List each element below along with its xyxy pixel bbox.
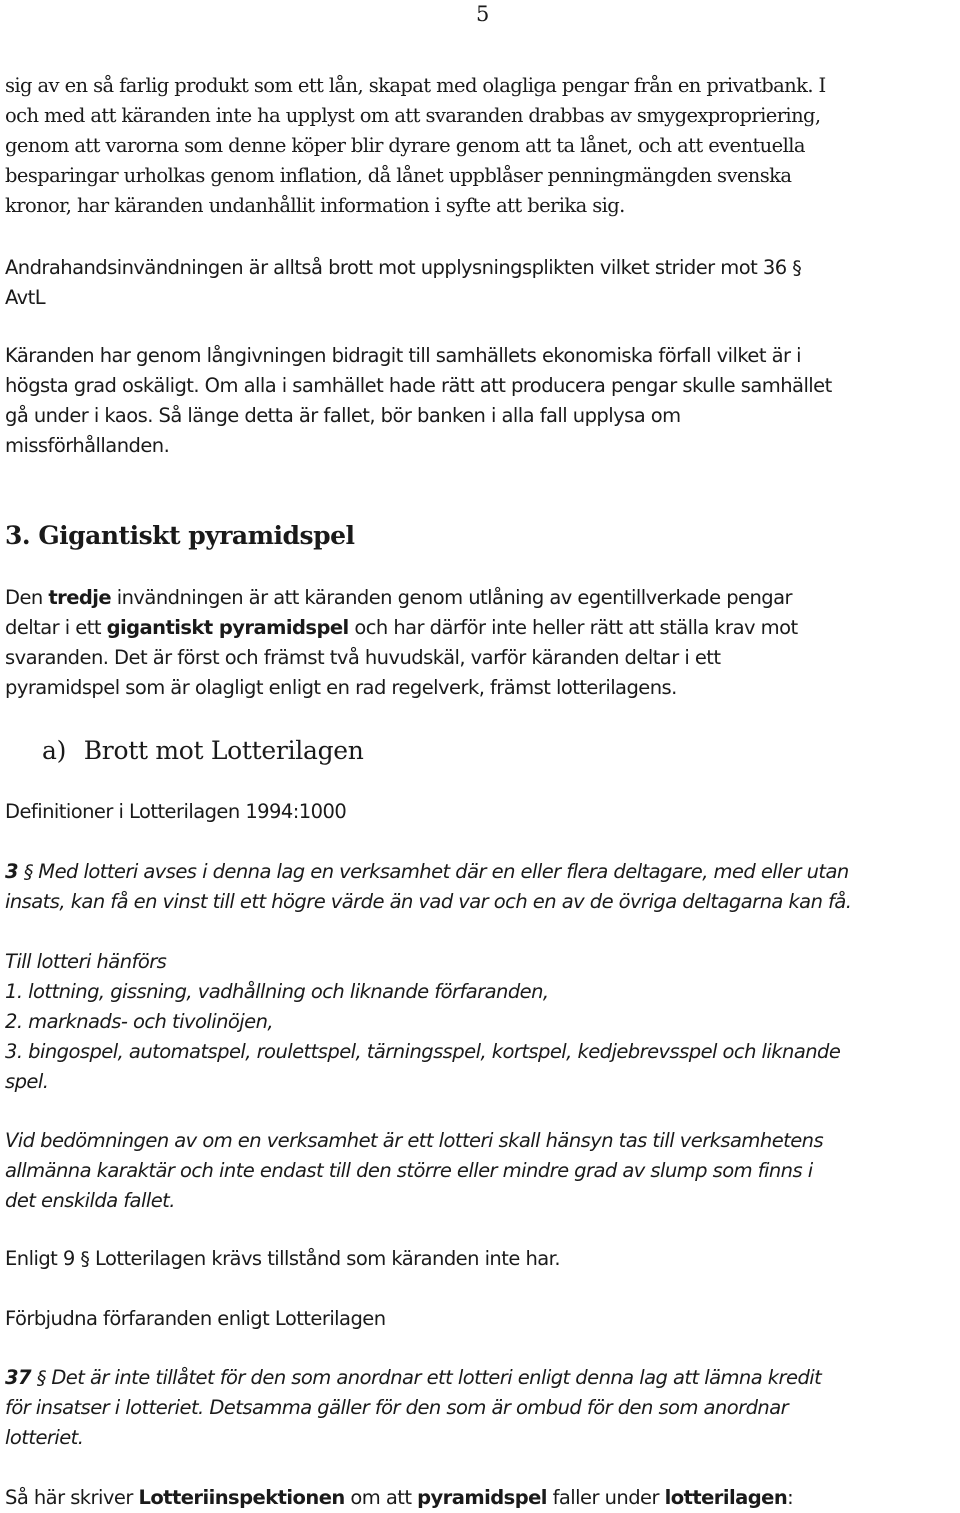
text-span: Med lotteri avses i denna lag en verksamhet där en eller flera deltagare, med eller utan <box>38 860 849 883</box>
forfall-line-2: högsta grad oskäligt. Om alla i samhället hade rätt att producera pengar skulle samhället <box>5 374 832 397</box>
assessment-line-2: allmänna karaktär och inte endast till den större eller mindre grad av slump som finns i <box>5 1159 813 1182</box>
lottery-list-item-1: 1. lottning, gissning, vadhållning och liknande förfaranden, <box>5 980 549 1003</box>
text-span: Lotterilagen krävs tillstånd som käranden inte har. <box>89 1247 560 1270</box>
andrahand-line-1 <box>5 256 801 279</box>
forbidden-heading: Förbjudna förfaranden enligt Lotterilagen <box>5 1307 386 1330</box>
text-span: deltar i ett <box>5 616 107 639</box>
intro-line-3: genom att varorna som denne köper blir dyrare genom att ta lånet, och att eventuella <box>5 134 805 157</box>
para-3-line-2: insats, kan få en vinst till ett högre värde än vad var och en av de övriga deltagarna kan få. <box>5 890 852 913</box>
para-37-line-1 <box>5 1366 821 1389</box>
para-37-line-3: lotteriet. <box>5 1426 84 1449</box>
bold-span: tredje <box>48 586 112 609</box>
section-sign: § <box>792 257 802 279</box>
bold-span: lotterilagen <box>664 1486 788 1509</box>
section-3-line-3: svaranden. Det är först och främst två huvudskäl, varför käranden deltar i ett <box>5 646 721 669</box>
paragraph-number: 37 <box>5 1366 32 1389</box>
text-span: : <box>787 1486 794 1509</box>
lottery-list-heading: Till lotteri hänförs <box>5 950 167 973</box>
section-sign: § <box>23 861 33 883</box>
definitions-heading: Definitioner i Lotterilagen 1994:1000 <box>5 800 347 823</box>
lottery-list-item-3-cont: spel. <box>5 1070 49 1093</box>
text-span: om att <box>344 1486 418 1509</box>
paragraph-number: 3 <box>5 860 19 883</box>
text-span: Det är inte tillåtet för den som anordnar ett lotteri enligt denna lag att lämna kredit <box>51 1366 822 1389</box>
lottery-list-item-2: 2. marknads- och tivolinöjen, <box>5 1010 274 1033</box>
text-span: invändningen är att käranden genom utlåning av egentillverkade pengar <box>111 586 793 609</box>
forfall-line-3: gå under i kaos. Så länge detta är fallet, bör banken i alla fall upplysa om <box>5 404 681 427</box>
closing-line <box>5 1486 793 1509</box>
section-3-line-1 <box>5 586 792 609</box>
subsection-title: Brott mot Lotterilagen <box>83 736 364 765</box>
section-3-number: 3. <box>5 521 31 550</box>
text-span: faller under <box>546 1486 665 1509</box>
bold-span: pyramidspel <box>417 1486 547 1509</box>
assessment-line-1: Vid bedömningen av om en verksamhet är ett lotteri skall hänsyn tas till verksamhetens <box>5 1129 824 1152</box>
section-3-line-4: pyramidspel som är olagligt enligt en rad regelverk, främst lotterilagens. <box>5 676 677 699</box>
subsection-marker: a) <box>42 736 67 765</box>
section-3-title: Gigantiskt pyramidspel <box>38 521 355 550</box>
bold-span: Lotteriinspektionen <box>138 1486 345 1509</box>
forfall-line-4: missförhållanden. <box>5 434 170 457</box>
section-3-heading <box>5 521 355 550</box>
subsection-a-heading <box>42 736 364 765</box>
intro-line-4: besparingar urholkas genom inflation, då lånet uppblåser penningmängden svenska <box>5 164 792 187</box>
section-3-line-2 <box>5 616 798 639</box>
section-sign: § <box>36 1367 46 1389</box>
section-sign: § <box>80 1248 90 1270</box>
intro-line-1: sig av en så farlig produkt som ett lån, skapat med olagliga pengar från en privatbank. I <box>5 74 826 97</box>
bold-span: gigantiskt pyramidspel <box>106 616 349 639</box>
text-span: Enligt 9 <box>5 1247 81 1270</box>
text-span: Den <box>5 586 49 609</box>
page-number: 5 <box>476 2 490 26</box>
par-9-line <box>5 1247 560 1270</box>
intro-line-2: och med att käranden inte ha upplyst om att svaranden drabbas av smygexpropriering, <box>5 104 821 127</box>
lottery-list-item-3: 3. bingospel, automatspel, roulettspel, tärningsspel, kortspel, kedjebrevsspel och liknande <box>5 1040 841 1063</box>
para-3-line-1 <box>5 860 849 883</box>
para-37-line-2: för insatser i lotteriet. Detsamma gäller för den som är ombud för den som anordnar <box>5 1396 789 1419</box>
text-span: och har därför inte heller rätt att ställa krav mot <box>348 616 798 639</box>
intro-line-5: kronor, har käranden undanhållit information i syfte att berika sig. <box>5 194 625 217</box>
andrahand-line-2: AvtL <box>5 286 46 309</box>
text-span: Så här skriver <box>5 1486 139 1509</box>
assessment-line-3: det enskilda fallet. <box>5 1189 175 1212</box>
andrahand-text: Andrahandsinvändningen är alltså brott mot upplysningsplikten vilket strider mot 36 <box>5 256 787 279</box>
forfall-line-1: Käranden har genom långivningen bidragit till samhällets ekonomiska förfall vilket är i <box>5 344 801 367</box>
